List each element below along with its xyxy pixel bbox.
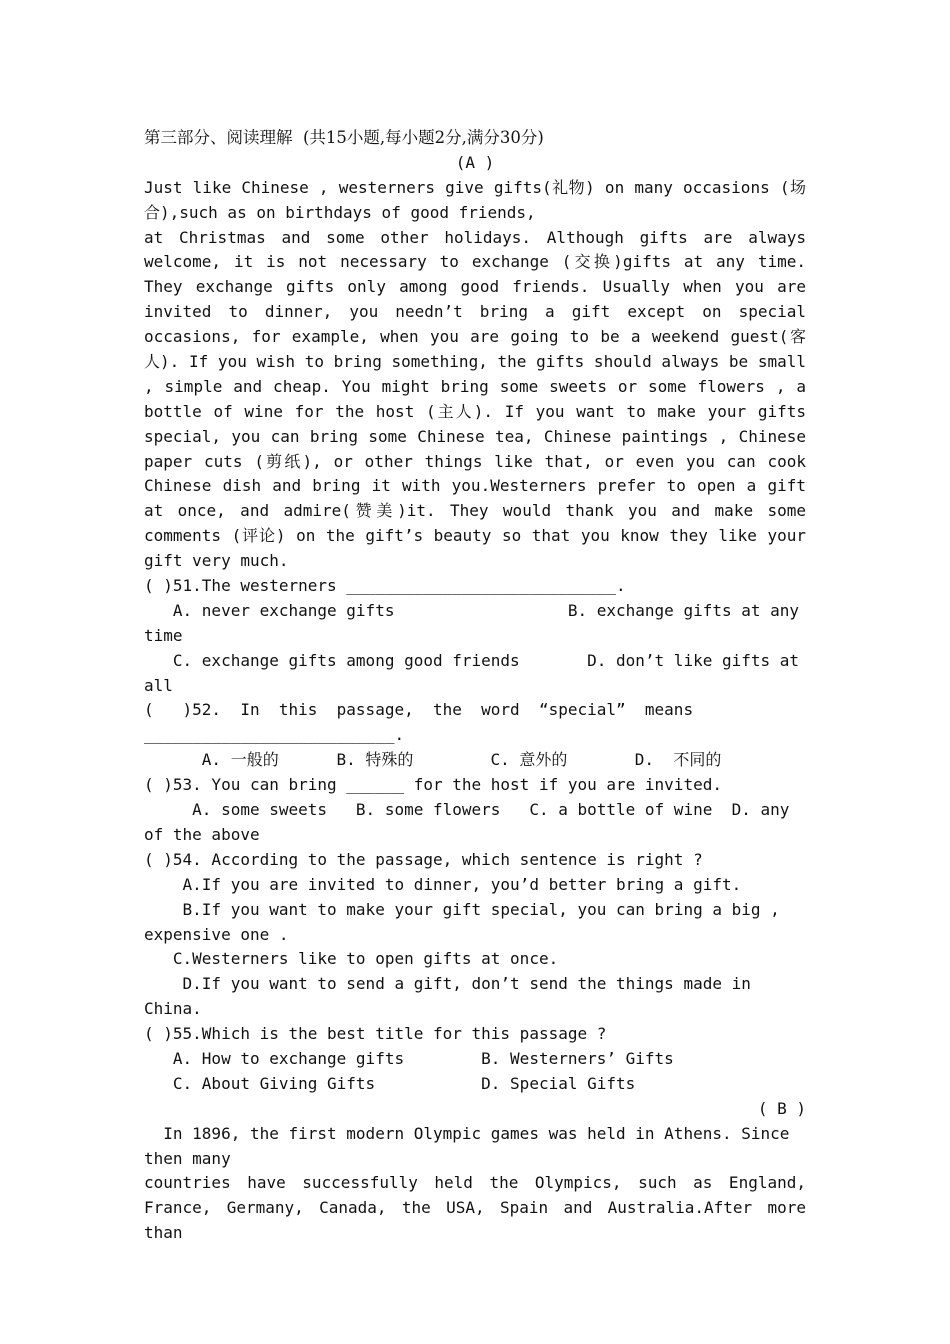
question-stem: ( )52. In this passage, the word “special” means [144, 700, 694, 720]
question-options: A. 一般的 B. 特殊的 C. 意外的 D. 不同的 [144, 750, 722, 770]
question-options: C. exchange gifts among good friends D. don’t like gifts at [144, 650, 800, 670]
passage-line: They exchange gifts only among good friends. Usually when you are [144, 277, 806, 297]
question-options: A. How to exchange gifts B. Westerners’ Gifts [144, 1048, 674, 1068]
passage-line: welcome, it is not necessary to exchange (交换)gifts at any time. [144, 252, 806, 272]
question-options: A. never exchange gifts B. exchange gifts at any [144, 600, 800, 620]
question-options: C. About Giving Gifts D. Special Gifts [144, 1073, 636, 1093]
question-option-c: C.Westerners like to open gifts at once. [144, 949, 559, 969]
question-55 [144, 1022, 806, 1097]
answer-blank: __________________________. [144, 725, 405, 745]
question-stem: ( )54. According to the passage, which sentence is right ? [144, 849, 703, 869]
passage-line: In 1896, the first modern Olympic games was held in Athens. Since [144, 1123, 790, 1143]
question-option-b: expensive one . [144, 924, 289, 944]
passage-line: 人). If you wish to bring something, the gifts should always be small [144, 352, 806, 372]
question-options: A. some sweets B. some flowers C. a bottle of wine D. any [144, 800, 790, 820]
passage-line: paper cuts (剪纸), or other things like that, or even you can cook [144, 451, 806, 471]
passage-line: , simple and cheap. You might bring some sweets or some flowers , a [144, 376, 806, 396]
exam-page [144, 126, 806, 1243]
passage-b-label: ( B ) [757, 1098, 806, 1118]
question-options: time [144, 625, 183, 645]
question-options: all [144, 675, 173, 695]
passage-line: 合),such as on birthdays of good friends, [144, 202, 536, 222]
passage-a-label: (A ) [455, 152, 495, 172]
question-51 [144, 574, 806, 698]
passage-line: special, you can bring some Chinese tea, Chinese paintings , Chinese [144, 426, 806, 446]
question-stem: ( )51.The westerners ____________________________. [144, 576, 626, 596]
passage-a-text [144, 176, 806, 574]
question-options: of the above [144, 824, 260, 844]
question-52 [144, 698, 806, 773]
question-option-d: China. [144, 999, 202, 1019]
passage-line: countries have successfully held the Olympics, such as England, [144, 1173, 806, 1193]
passage-b-text [144, 1122, 806, 1243]
passage-line: Just like Chinese , westerners give gifts(礼物) on many occasions (场 [144, 177, 806, 197]
passage-line: France, Germany, Canada, the USA, Spain and Australia.After more than [144, 1198, 806, 1243]
passage-line: at Christmas and some other holidays. Although gifts are always [144, 227, 806, 247]
section-heading: 第三部分、阅读理解 (共15小题,每小题2分,满分30分) [144, 128, 544, 147]
passage-line: comments (评论) on the gift’s beauty so that you know they like your [144, 526, 806, 546]
passage-line: at once, and admire(赞美)it. They would thank you and make some [144, 501, 806, 521]
question-option-a: A.If you are invited to dinner, you’d better bring a gift. [144, 874, 742, 894]
question-53 [144, 773, 806, 848]
question-stem: ( )55.Which is the best title for this passage ? [144, 1024, 607, 1044]
question-54 [144, 848, 806, 1022]
passage-line: occasions, for example, when you are going to be a weekend guest(客 [144, 327, 806, 347]
passage-line: invited to dinner, you needn’t bring a gift except on special [144, 302, 806, 322]
passage-line: gift very much. [144, 551, 289, 571]
question-option-d: D.If you want to send a gift, don’t send the things made in [144, 974, 751, 994]
question-option-b: B.If you want to make your gift special, you can bring a big , [144, 899, 780, 919]
passage-line: bottle of wine for the host (主人). If you want to make your gifts [144, 401, 806, 421]
question-stem: ( )53. You can bring ______ for the host if you are invited. [144, 775, 722, 795]
passage-line: Chinese dish and bring it with you.Westerners prefer to open a gift [144, 476, 806, 496]
passage-line: then many [144, 1148, 231, 1168]
